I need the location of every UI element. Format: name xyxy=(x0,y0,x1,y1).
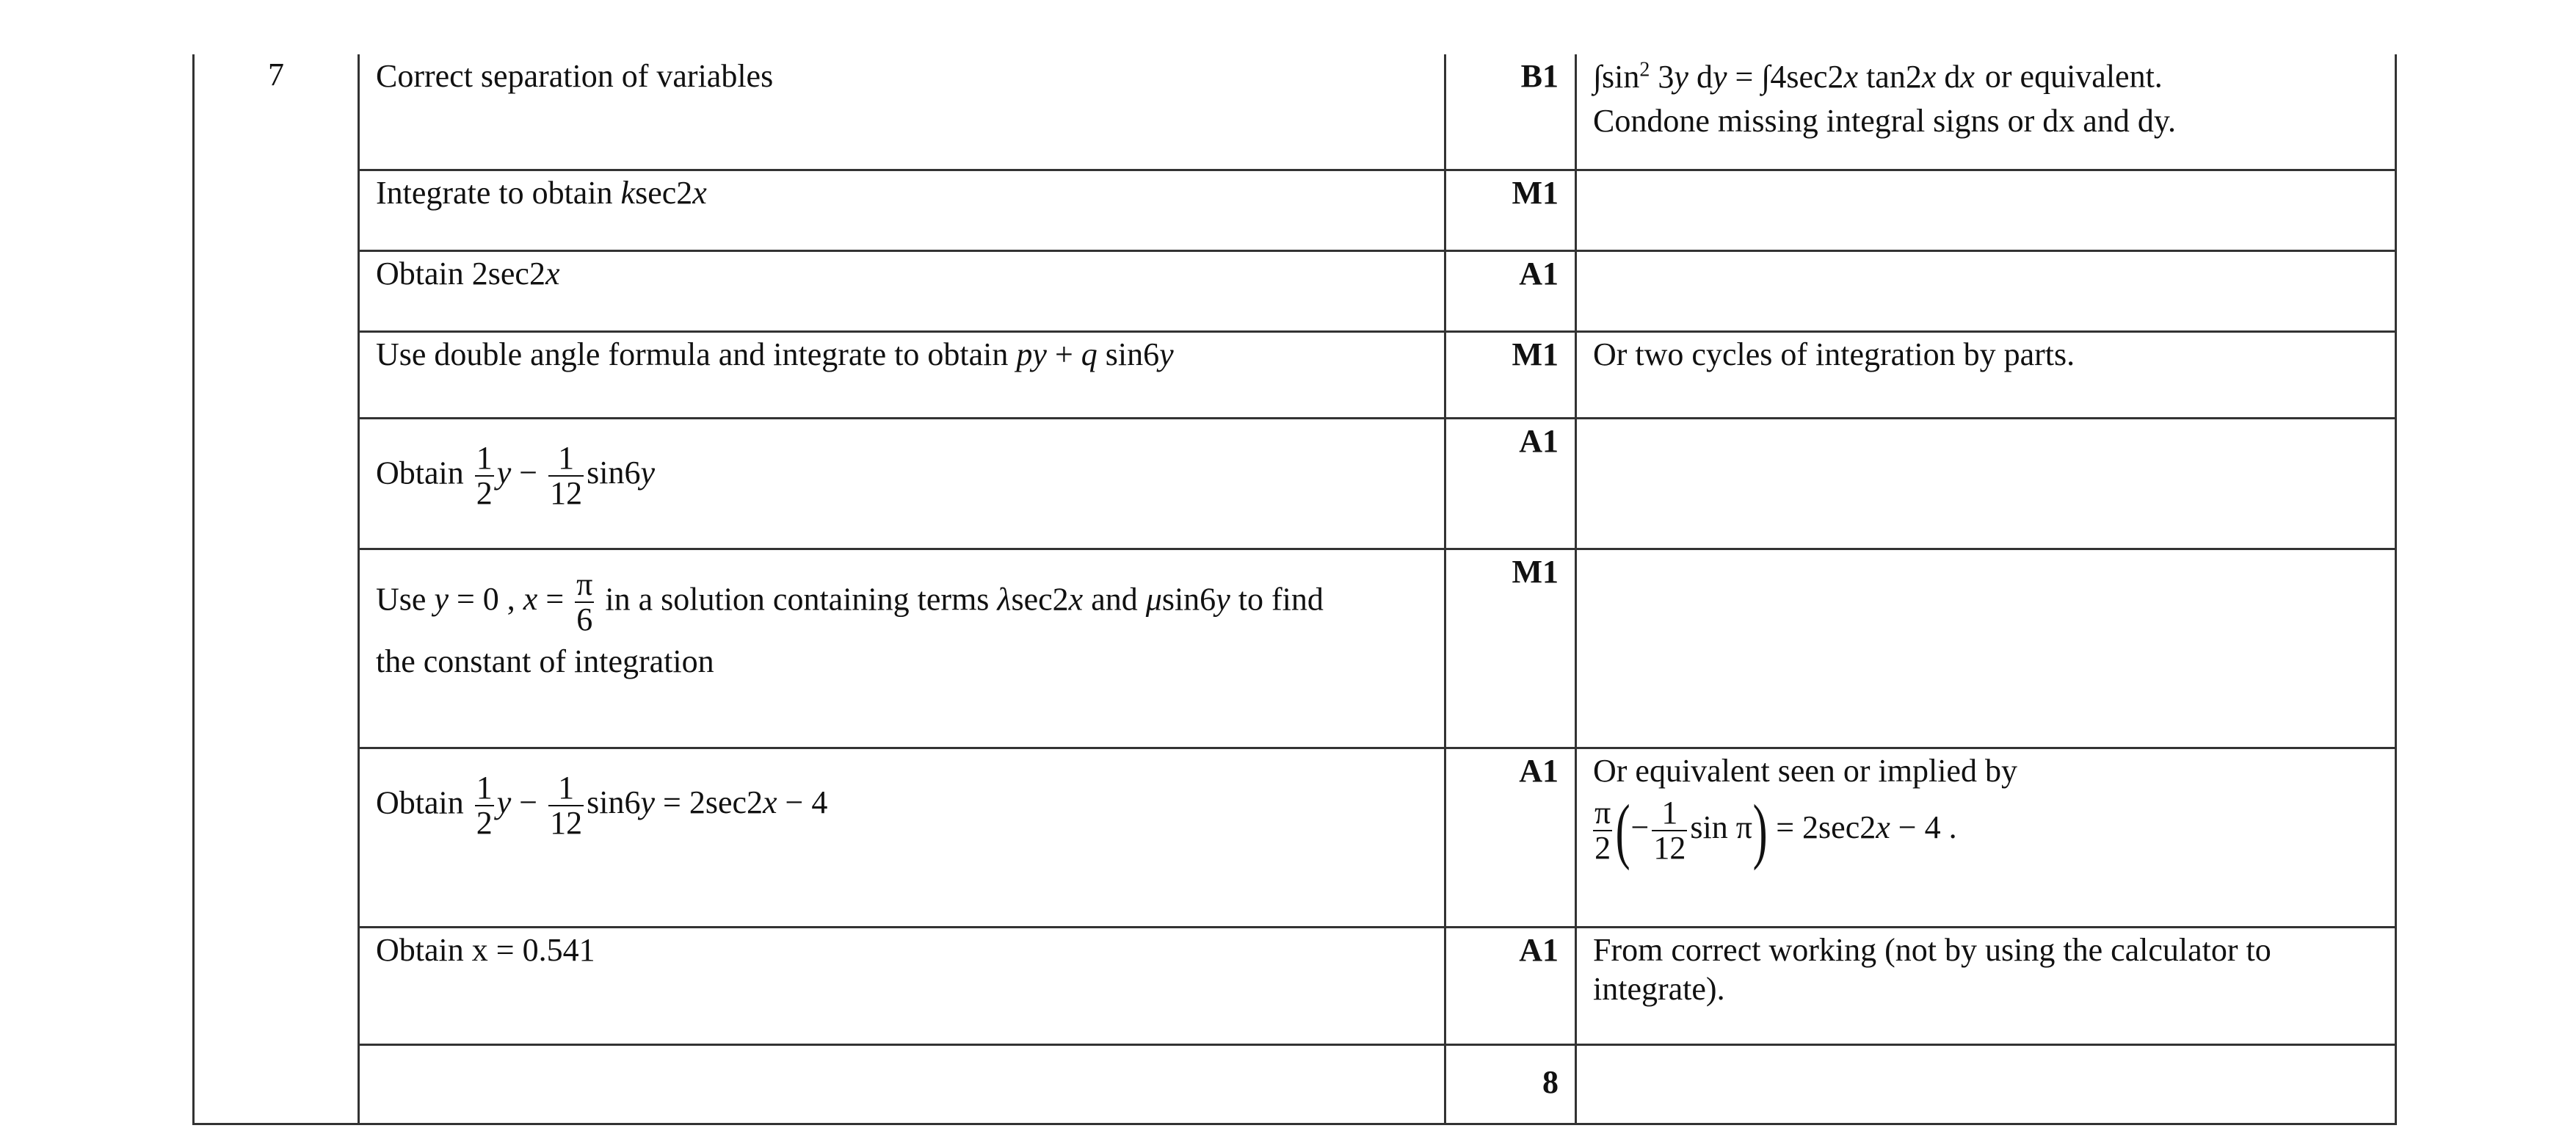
guidance-text: or equivalent. xyxy=(1984,58,2163,95)
guidance-text: Condone missing integral signs or dx and dy. xyxy=(1593,103,2176,140)
guidance-cell xyxy=(1576,54,2396,170)
mark-cell xyxy=(1445,748,1576,928)
question-number: 7 xyxy=(268,57,284,93)
table-row xyxy=(194,549,2396,748)
guidance-text: Or equivalent seen or implied by xyxy=(1593,753,2017,789)
guidance-cell xyxy=(1576,251,2396,332)
mark-cell xyxy=(1445,928,1576,1045)
guidance-cell xyxy=(1576,170,2396,251)
mark-code: M1 xyxy=(1512,554,1559,590)
guidance-text: From correct working (not by using the calculator to xyxy=(1593,932,2271,968)
answer-cell xyxy=(359,251,1445,332)
table-row xyxy=(194,54,2396,170)
total-mark: 8 xyxy=(1542,1064,1559,1100)
mark-code: B1 xyxy=(1520,58,1559,94)
table-row xyxy=(194,419,2396,549)
mark-code: A1 xyxy=(1519,753,1559,789)
math-expression: λsec2x xyxy=(997,581,1084,618)
answer-text: the constant of integration xyxy=(376,643,714,680)
guidance-cell xyxy=(1576,549,2396,748)
table-row xyxy=(194,1045,2396,1124)
answer-cell xyxy=(359,54,1445,170)
mark-code: A1 xyxy=(1519,932,1559,968)
answer-text: Use xyxy=(376,581,427,618)
mark-scheme-table xyxy=(192,54,2397,1125)
math-expression: 2sec2x xyxy=(471,256,560,292)
guidance-text: integrate). xyxy=(1593,970,1725,1007)
math-expression: y = 0 , x = $\frac{\pi}{6}$ xyxy=(434,566,593,638)
answer-cell xyxy=(359,170,1445,251)
table-row xyxy=(194,251,2396,332)
answer-cell xyxy=(359,549,1445,748)
answer-text: Obtain xyxy=(376,256,464,292)
answer-cell xyxy=(359,1045,1445,1124)
answer-text: Obtain xyxy=(376,784,464,821)
math-expression: μsin6y xyxy=(1145,581,1230,618)
math-expression: x = 0.541 xyxy=(471,932,595,968)
answer-text: Integrate to obtain xyxy=(376,175,613,211)
mark-code: M1 xyxy=(1512,336,1559,372)
mark-cell xyxy=(1445,54,1576,170)
total-mark-cell xyxy=(1445,1045,1576,1124)
separated-integral-equation: $\int\sin^2$ 3y dy = ∫4sec2x tan2x dx xyxy=(1593,58,1975,95)
mark-cell xyxy=(1445,332,1576,419)
math-expression: py + q sin6y xyxy=(1016,336,1174,372)
guidance-cell xyxy=(1576,928,2396,1045)
mark-code: A1 xyxy=(1519,423,1559,459)
table-row xyxy=(194,170,2396,251)
math-expression: $\frac{1}{2}$ y − $\frac{1}{12}$ sin6y = 2sec2x − 4 xyxy=(476,770,828,842)
guidance-cell xyxy=(1576,1045,2396,1124)
answer-text: and xyxy=(1091,581,1138,618)
answer-text: in a solution containing terms xyxy=(605,581,990,618)
math-expression: ksec2x xyxy=(620,175,707,211)
math-expression: $\frac{1}{2}$ y − $\frac{1}{12}$ sin6y xyxy=(476,440,656,512)
math-expression: $\frac{\pi}{2}$ (− $\frac{1}{12}$ sin π) = 2sec2x − 4 . xyxy=(1594,789,1957,871)
mark-cell xyxy=(1445,170,1576,251)
answer-text: Use double angle formula and integrate to obtain xyxy=(376,336,1009,372)
mark-code: A1 xyxy=(1519,256,1559,292)
table-row xyxy=(194,332,2396,419)
answer-cell xyxy=(359,748,1445,928)
guidance-cell xyxy=(1576,419,2396,549)
guidance-cell xyxy=(1576,332,2396,419)
answer-text: to find xyxy=(1238,581,1324,618)
mark-code: M1 xyxy=(1512,175,1559,211)
answer-text: Obtain xyxy=(376,932,464,968)
table-row xyxy=(194,748,2396,928)
mark-cell xyxy=(1445,419,1576,549)
answer-text: Obtain xyxy=(376,455,464,491)
question-number-cell xyxy=(194,54,359,1124)
answer-text: Correct separation of variables xyxy=(376,58,774,94)
mark-cell xyxy=(1445,251,1576,332)
answer-cell xyxy=(359,332,1445,419)
answer-cell xyxy=(359,928,1445,1045)
guidance-text: Or two cycles of integration by parts. xyxy=(1593,336,2075,372)
table-row xyxy=(194,928,2396,1045)
mark-cell xyxy=(1445,549,1576,748)
answer-cell xyxy=(359,419,1445,549)
guidance-cell xyxy=(1576,748,2396,928)
